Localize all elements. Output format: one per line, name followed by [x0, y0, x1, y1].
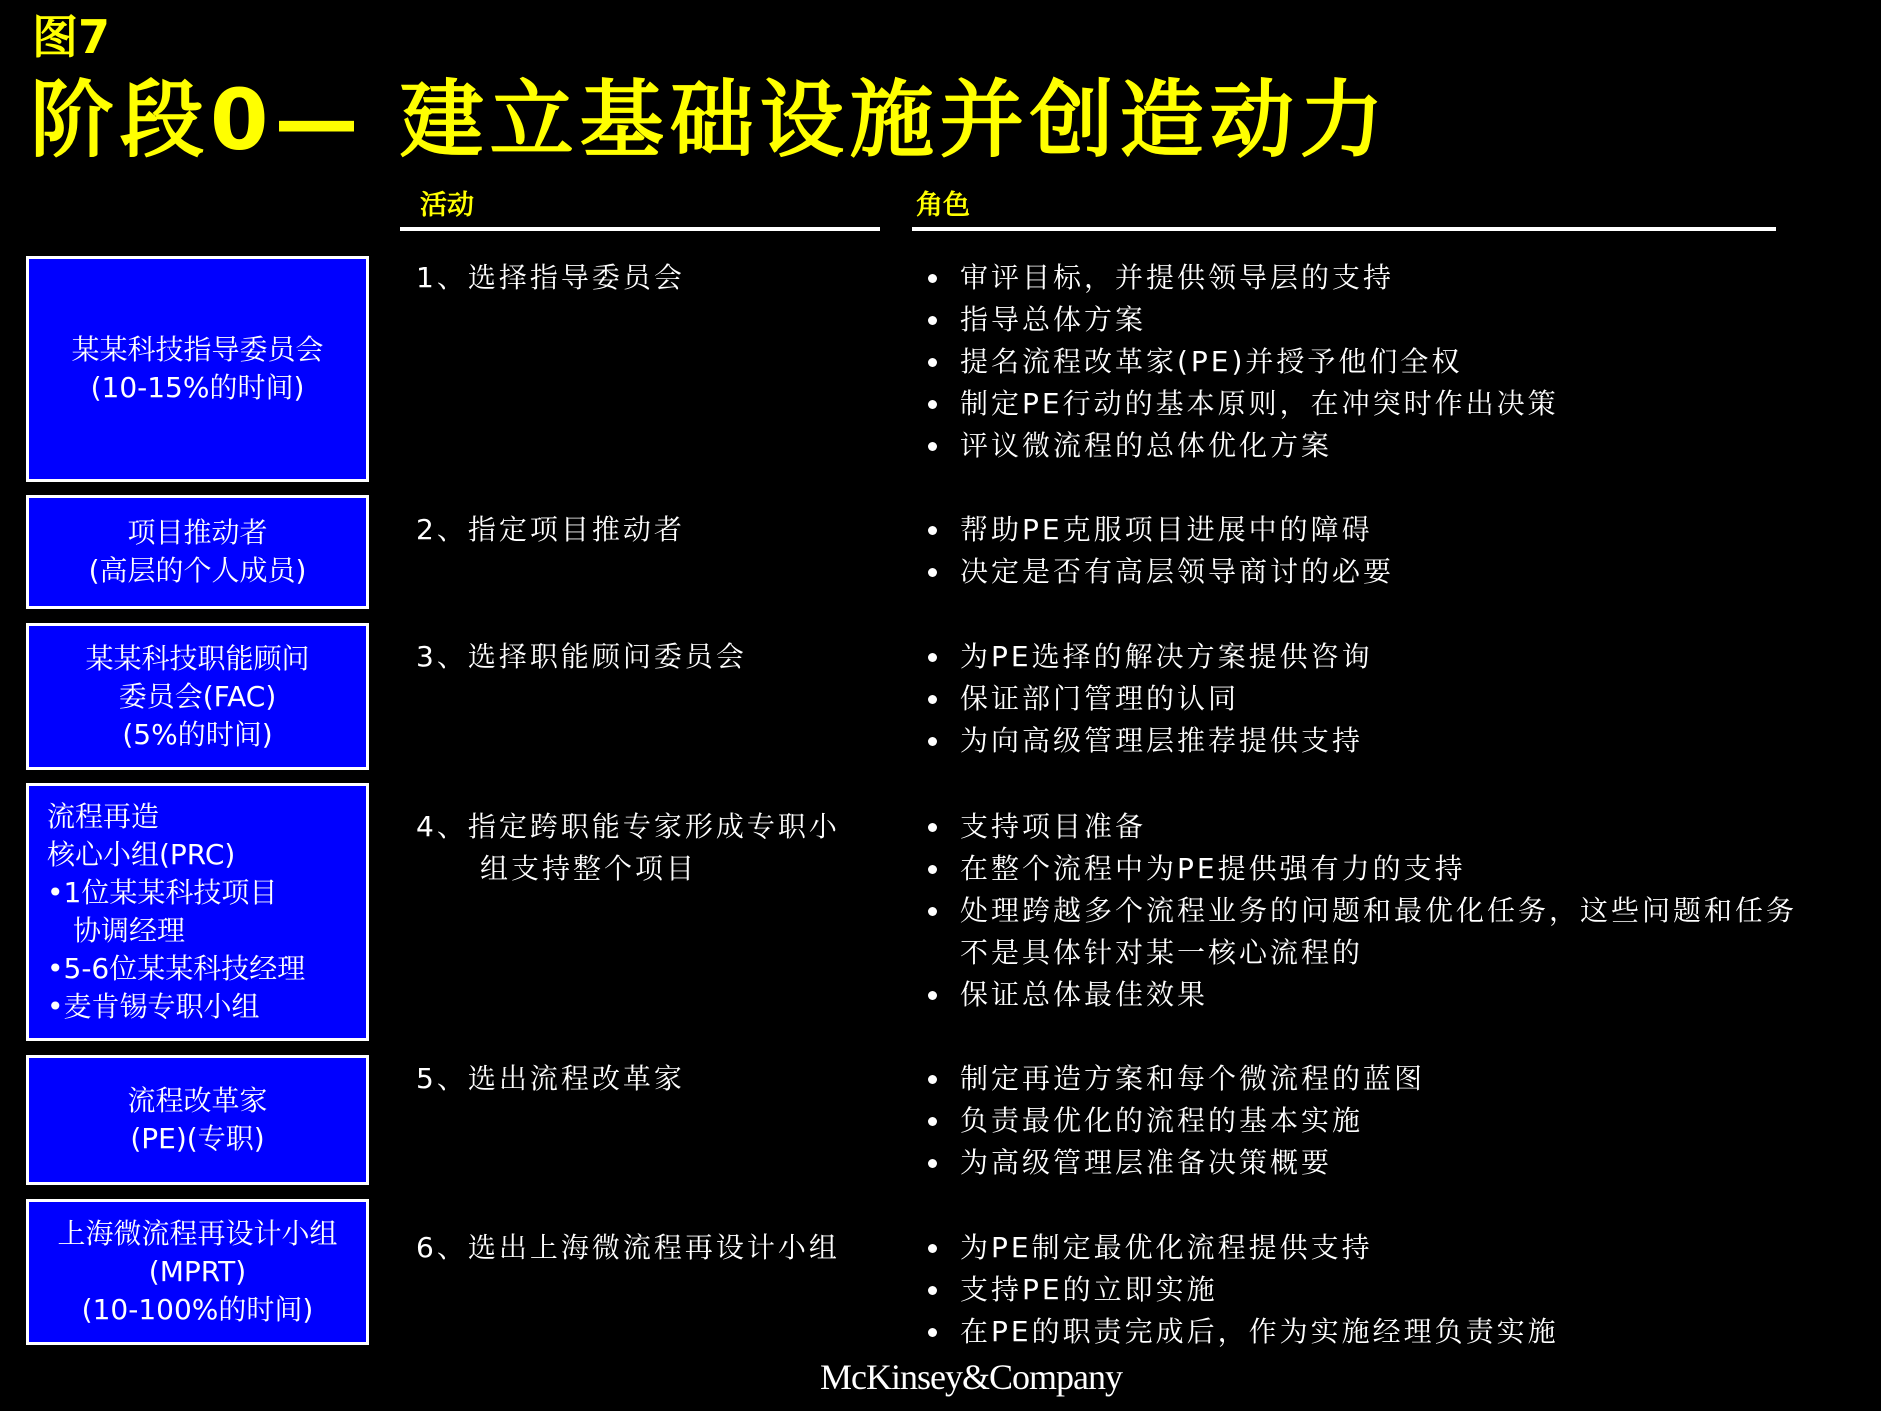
- box-line: (5%的时间): [122, 717, 273, 751]
- bullet-icon: [928, 1159, 937, 1168]
- role-item: 在PE的职责完成后，作为实施经理负责实施: [928, 1311, 1808, 1353]
- role-item: 评议微流程的总体优化方案: [928, 425, 1808, 467]
- bullet-icon: [928, 823, 937, 832]
- role-item: 在整个流程中为PE提供强有力的支持: [928, 848, 1808, 890]
- activity-text: 1、选择指导委员会: [416, 261, 685, 294]
- role-item: 制定PE行动的基本原则，在冲突时作出决策: [928, 383, 1808, 425]
- activity-3: [416, 636, 747, 678]
- role-box-micro-process-redesign-team: [26, 1199, 369, 1345]
- box-line: 委员会(FAC): [118, 679, 277, 713]
- box-line: 项目推动者: [127, 516, 268, 549]
- activity-text: 5、选出流程改革家: [416, 1062, 685, 1095]
- role-item: 支持项目准备: [928, 806, 1808, 848]
- role-item: 保证总体最佳效果: [928, 974, 1808, 1016]
- activity-1: [416, 257, 685, 299]
- box-line: 协调经理: [73, 914, 186, 947]
- bullet-icon: [928, 907, 937, 916]
- role-box-steering-committee: [26, 256, 369, 482]
- bullet-icon: [928, 568, 937, 577]
- activities-column-header: 活动: [420, 190, 474, 221]
- box-line: (10-15%的时间): [90, 371, 305, 404]
- role-item: 制定再造方案和每个微流程的蓝图: [928, 1058, 1808, 1100]
- mckinsey-logo: McKinsey&Company: [820, 1357, 1122, 1397]
- activity-text: 2、指定项目推动者: [416, 513, 685, 546]
- activity-4: [416, 806, 840, 890]
- role-item: 帮助PE克服项目进展中的障碍: [928, 509, 1808, 551]
- bullet-icon: [928, 737, 937, 746]
- role-box-functional-advisory-committee: [26, 623, 369, 770]
- activities-header-rule: [400, 227, 880, 231]
- box-line: (MPRT): [148, 1255, 247, 1288]
- bullet-icon: [928, 526, 937, 535]
- roles-list-6: [928, 1227, 1808, 1353]
- bullet-icon: [928, 358, 937, 367]
- role-box-process-engineer: [26, 1055, 369, 1185]
- role-item: 为高级管理层准备决策概要: [928, 1142, 1808, 1184]
- bullet-icon: [928, 1286, 937, 1295]
- bullet-icon: [928, 316, 937, 325]
- box-line: (10-100%的时间): [81, 1293, 314, 1326]
- bullet-icon: [928, 442, 937, 451]
- role-item: 为向高级管理层推荐提供支持: [928, 720, 1808, 762]
- role-item: 处理跨越多个流程业务的问题和最优化任务，这些问题和任务不是具体针对某一核心流程的: [928, 890, 1808, 974]
- role-box-process-reengineering-core: [26, 783, 369, 1041]
- box-line: 流程改革家: [127, 1084, 268, 1117]
- roles-list-4: [928, 806, 1808, 1016]
- role-item: 审评目标，并提供领导层的支持: [928, 257, 1808, 299]
- roles-list-1: [928, 257, 1808, 467]
- bullet-icon: [928, 1244, 937, 1253]
- roles-list-3: [928, 636, 1808, 762]
- roles-column-header: 角色: [916, 190, 970, 221]
- bullet-icon: [928, 274, 937, 283]
- bullet-icon: [928, 400, 937, 409]
- activity-text: 4、指定跨职能专家形成专职小: [416, 810, 840, 843]
- role-item: 保证部门管理的认同: [928, 678, 1808, 720]
- activity-text: 3、选择职能顾问委员会: [416, 640, 747, 673]
- box-line: 核心小组(PRC): [47, 838, 236, 871]
- box-line: (PE)(专职): [130, 1122, 265, 1155]
- box-line: (高层的个人成员): [88, 554, 307, 587]
- box-line: 上海微流程再设计小组: [57, 1217, 338, 1250]
- box-line: 某某科技指导委员会: [71, 333, 324, 366]
- figure-label: 图7: [32, 10, 111, 64]
- roles-list-5: [928, 1058, 1808, 1184]
- bullet-icon: [928, 695, 937, 704]
- box-line: 流程再造: [47, 800, 160, 833]
- roles-header-rule: [912, 227, 1776, 231]
- box-line: •5-6位某某科技经理: [47, 952, 306, 985]
- box-line: 某某科技职能顾问: [85, 641, 310, 675]
- role-item: 决定是否有高层领导商讨的必要: [928, 551, 1808, 593]
- roles-list-2: [928, 509, 1808, 593]
- box-line: •麦肯锡专职小组: [47, 990, 260, 1023]
- role-item: 指导总体方案: [928, 299, 1808, 341]
- role-item: 提名流程改革家(PE)并授予他们全权: [928, 341, 1808, 383]
- bullet-icon: [928, 653, 937, 662]
- bullet-icon: [928, 1075, 937, 1084]
- box-line: •1位某某科技项目: [47, 876, 278, 909]
- activity-2: [416, 509, 685, 551]
- activity-5: [416, 1058, 685, 1100]
- role-item: 为PE选择的解决方案提供咨询: [928, 636, 1808, 678]
- activity-6: [416, 1227, 840, 1269]
- role-item: 支持PE的立即实施: [928, 1269, 1808, 1311]
- activity-text-continued: 组支持整个项目: [480, 852, 698, 885]
- bullet-icon: [928, 865, 937, 874]
- bullet-icon: [928, 1328, 937, 1337]
- page-title: 阶段0— 建立基础设施并创造动力: [30, 71, 1390, 169]
- bullet-icon: [928, 991, 937, 1000]
- bullet-icon: [928, 1117, 937, 1126]
- activity-text: 6、选出上海微流程再设计小组: [416, 1231, 840, 1264]
- role-item: 负责最优化的流程的基本实施: [928, 1100, 1808, 1142]
- role-item: 为PE制定最优化流程提供支持: [928, 1227, 1808, 1269]
- role-box-project-sponsor: [26, 495, 369, 609]
